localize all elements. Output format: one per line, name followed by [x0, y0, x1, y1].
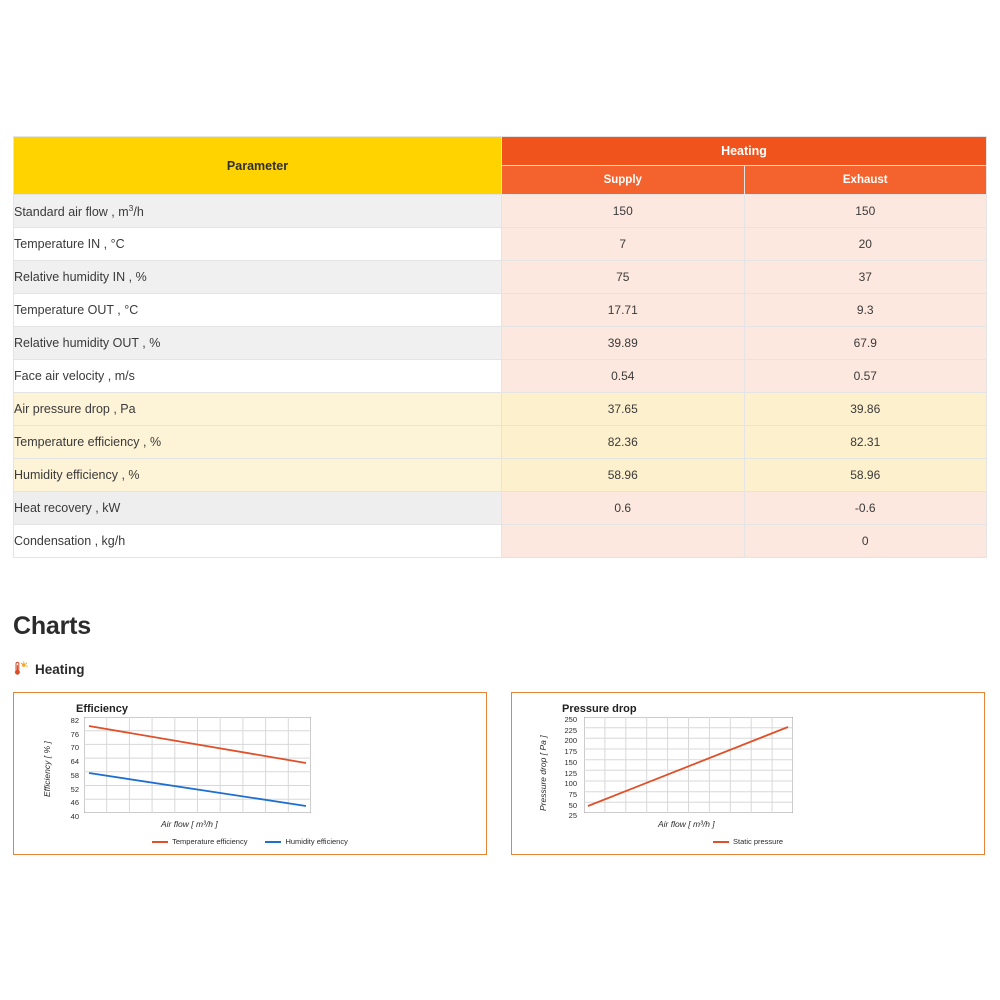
cell-supply [502, 525, 745, 558]
y-axis-tick: 125 [564, 768, 577, 778]
charts-subsection-heating [13, 661, 85, 678]
charts-subsection-label: Heating [35, 662, 85, 677]
y-axis-tick: 225 [564, 725, 577, 735]
legend-label-humidity: Humidity efficiency [285, 837, 348, 846]
legend-label-temperature: Temperature efficiency [172, 837, 248, 846]
table-header-supply: Supply [502, 166, 745, 195]
thermometer-sun-icon [13, 661, 28, 678]
chart-efficiency-plot [84, 717, 311, 813]
table-row [14, 360, 987, 393]
y-axis-tick: 200 [564, 736, 577, 746]
cell-supply: 58.96 [502, 459, 745, 492]
y-axis-tick: 82 [70, 716, 79, 725]
cell-exhaust: 0.57 [744, 360, 987, 393]
y-axis-tick: 64 [70, 757, 79, 767]
row-label: Relative humidity IN , % [14, 261, 502, 294]
chart-efficiency-title: Efficiency [76, 703, 128, 715]
chart-efficiency-svg [84, 717, 311, 813]
table-row [14, 327, 987, 360]
table-row [14, 393, 987, 426]
table-row [14, 228, 987, 261]
legend-swatch-temperature [152, 841, 168, 843]
chart-pressure-xlabel: Air flow [ m³/h ] [658, 819, 715, 829]
table-header-parameter: Parameter [14, 137, 502, 195]
cell-exhaust: 67.9 [744, 327, 987, 360]
legend-swatch-static-pressure [713, 841, 729, 843]
row-label: Temperature efficiency , % [14, 426, 502, 459]
y-axis-tick: 40 [70, 811, 79, 821]
y-axis-tick: 58 [70, 770, 79, 780]
row-label: Face air velocity , m/s [14, 360, 502, 393]
chart-pressure-ylabel: Pressure drop [ Pa ] [538, 735, 548, 811]
chart-pressure-plot [584, 717, 793, 813]
y-axis-tick: 75 [568, 789, 577, 799]
cell-supply: 37.65 [502, 393, 745, 426]
cell-supply: 0.54 [502, 360, 745, 393]
cell-supply: 82.36 [502, 426, 745, 459]
cell-exhaust: 9.3 [744, 294, 987, 327]
y-axis-tick: 100 [564, 779, 577, 789]
table-header-heating: Heating [502, 137, 987, 166]
row-label: Temperature IN , °C [14, 228, 502, 261]
legend-item-humidity-efficiency [265, 837, 347, 846]
table-row [14, 426, 987, 459]
y-axis-tick: 25 [568, 811, 577, 821]
cell-supply: 17.71 [502, 294, 745, 327]
row-label: Standard air flow , $m^3/h$ [14, 195, 502, 228]
cell-exhaust: 150 [744, 195, 987, 228]
row-label: Condensation , kg/h [14, 525, 502, 558]
legend-item-static-pressure [713, 837, 783, 846]
y-axis-tick: 150 [564, 757, 577, 767]
cell-exhaust: 0 [744, 525, 987, 558]
row-label: Heat recovery , kW [14, 492, 502, 525]
cell-exhaust: 37 [744, 261, 987, 294]
chart-efficiency [13, 692, 487, 855]
legend-item-temperature-efficiency [152, 837, 247, 846]
chart-pressure-legend [512, 837, 984, 846]
y-axis-tick: 76 [70, 729, 79, 739]
y-axis-tick: 46 [70, 798, 79, 808]
row-label: Relative humidity OUT , % [14, 327, 502, 360]
cell-exhaust: 39.86 [744, 393, 987, 426]
chart-pressure-title: Pressure drop [562, 703, 637, 715]
cell-supply: 150 [502, 195, 745, 228]
table-header-exhaust: Exhaust [744, 166, 987, 195]
cell-exhaust: -0.6 [744, 492, 987, 525]
cell-exhaust: 82.31 [744, 426, 987, 459]
y-axis-tick: 50 [568, 800, 577, 810]
y-axis-tick: 52 [70, 784, 79, 794]
table-row [14, 459, 987, 492]
cell-exhaust: 20 [744, 228, 987, 261]
chart-efficiency-ylabel: Efficiency [ % ] [42, 741, 52, 797]
cell-exhaust: 58.96 [744, 459, 987, 492]
chart-efficiency-legend [14, 837, 486, 846]
cell-supply: 0.6 [502, 492, 745, 525]
charts-section-title: Charts [13, 612, 91, 640]
cell-supply: 7 [502, 228, 745, 261]
legend-swatch-humidity [265, 841, 281, 843]
specification-table [13, 136, 987, 558]
cell-supply: 39.89 [502, 327, 745, 360]
legend-label-static-pressure: Static pressure [732, 837, 784, 846]
row-label: Humidity efficiency , % [14, 459, 502, 492]
cell-supply: 75 [502, 261, 745, 294]
y-axis-tick: 250 [564, 715, 577, 724]
table-row [14, 261, 987, 294]
table-row [14, 492, 987, 525]
chart-pressure-svg [584, 717, 793, 813]
table-row [14, 195, 987, 228]
y-axis-tick: 175 [564, 747, 577, 757]
table-body [14, 195, 987, 558]
table-row [14, 525, 987, 558]
row-label: Temperature OUT , °C [14, 294, 502, 327]
chart-efficiency-xlabel: Air flow [ m³/h ] [161, 819, 218, 829]
row-label: Air pressure drop , Pa [14, 393, 502, 426]
chart-pressure-drop [511, 692, 985, 855]
y-axis-tick: 70 [70, 743, 79, 753]
table-row [14, 294, 987, 327]
